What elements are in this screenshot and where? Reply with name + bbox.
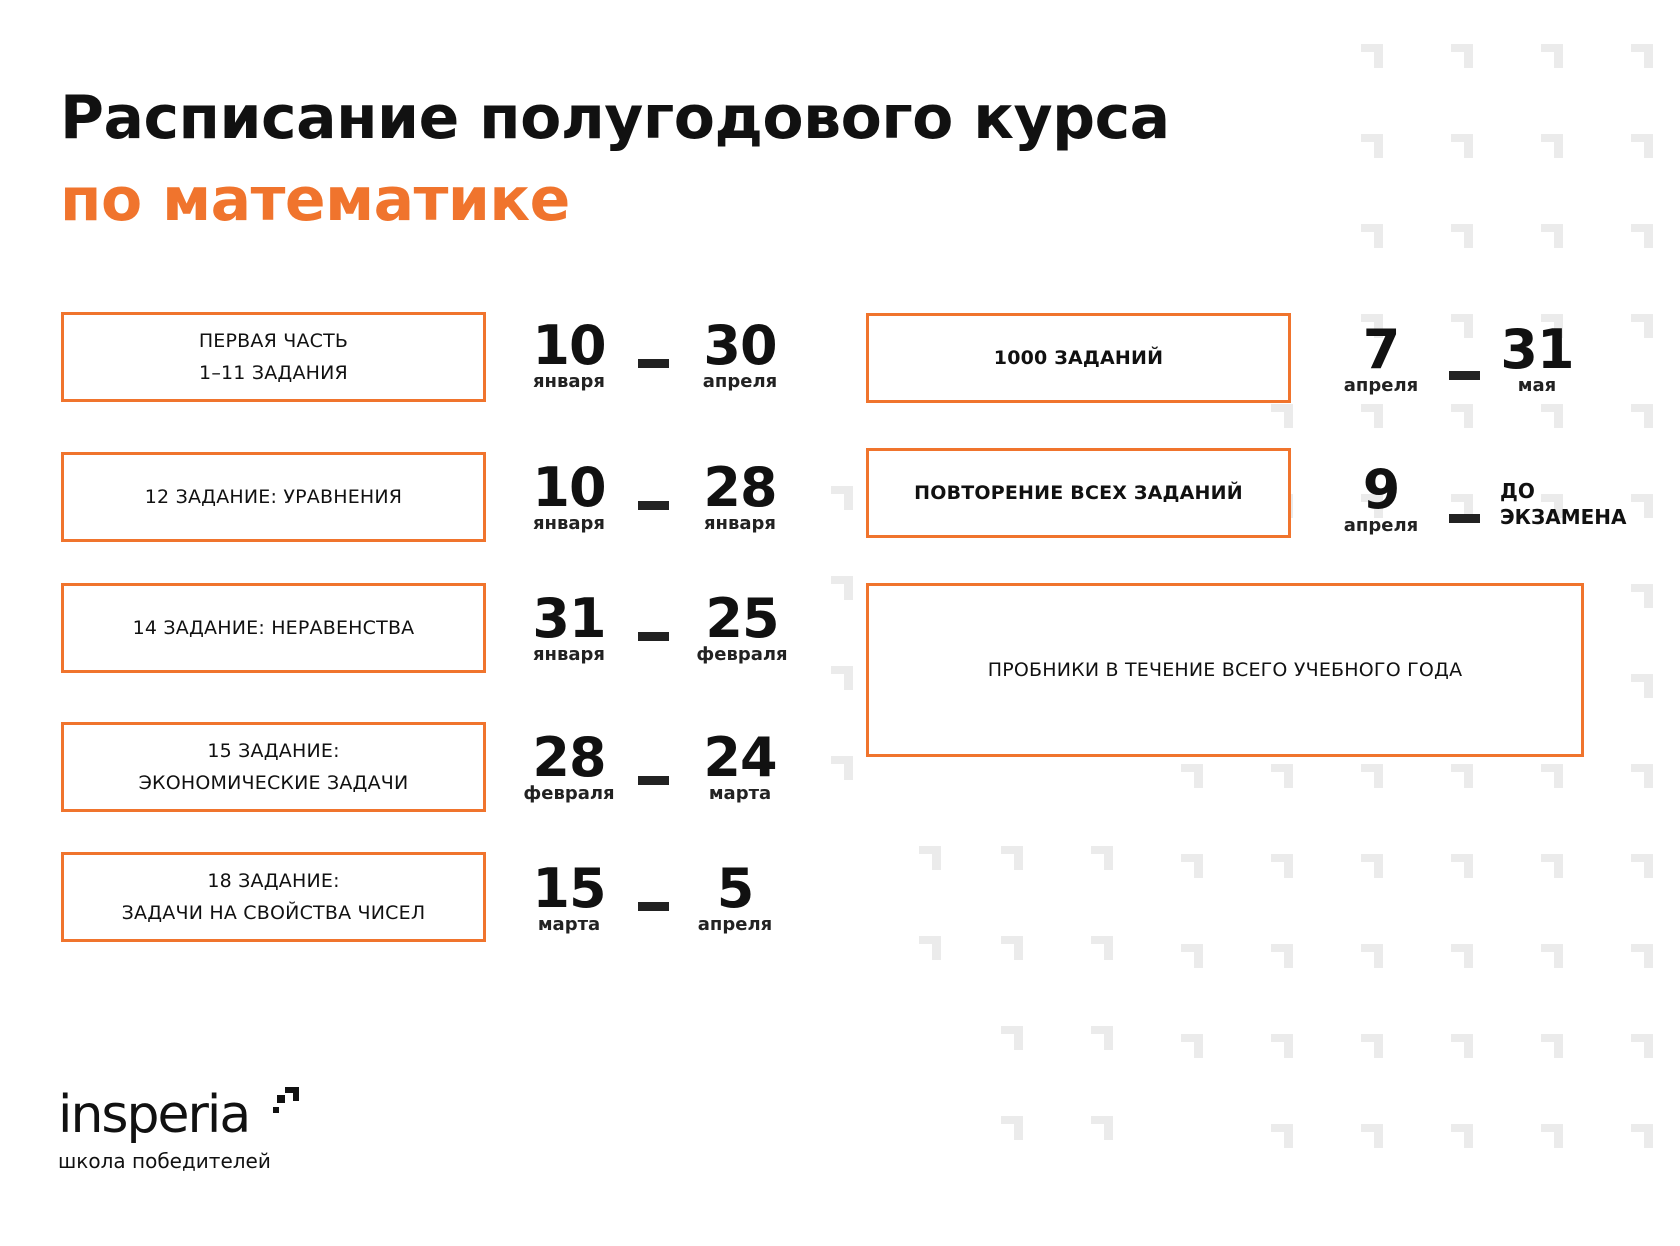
date-month: марта [537,914,601,935]
corner-mark-icon [1541,854,1563,878]
date-day: 9 [1362,458,1400,521]
date-day: 31 [532,587,606,650]
date-month: февраля [696,644,788,665]
end-date [655,857,815,935]
schedule-item-equations [61,452,486,542]
item-label: 15 ЗАДАНИЕ: [207,740,340,762]
date-month: января [704,513,776,534]
date-month: февраля [523,783,615,804]
corner-mark-icon [1631,44,1653,68]
corner-mark-icon [1361,764,1383,788]
item-label: ПЕРВАЯ ЧАСТЬ [198,330,349,352]
corner-mark-icon [1451,44,1473,68]
corner-mark-icon [1631,494,1653,518]
date-month: апреля [697,914,773,935]
corner-mark-icon [1451,404,1473,428]
item-label: 1000 ЗАДАНИЙ [993,347,1164,369]
corner-mark-icon [1181,764,1203,788]
corner-mark-icon [1451,224,1473,248]
item-label: ЗАДАЧИ НА СВОЙСТВА ЧИСЕЛ [121,902,426,924]
corner-mark-icon [1001,936,1023,960]
end-date [660,726,820,804]
date-month: марта [708,783,772,804]
corner-mark-icon [1631,134,1653,158]
until-line: ДО [1500,479,1535,503]
date-day: 30 [703,314,777,377]
date-month: января [533,644,605,665]
corner-mark-icon [1631,674,1653,698]
start-date [489,314,649,392]
corner-mark-icon [1361,1124,1383,1148]
corner-mark-icon [1001,1026,1023,1050]
date-day: 5 [716,857,754,920]
corner-mark-icon [1361,854,1383,878]
corner-mark-icon [1451,1124,1473,1148]
date-month: января [533,513,605,534]
date-month: апреля [702,371,778,392]
corner-mark-icon [1271,1034,1293,1058]
corner-mark-icon [1271,1124,1293,1148]
corner-mark-icon [831,486,853,510]
start-date [489,587,649,665]
date-month: января [533,371,605,392]
page-subtitle: по математике [60,165,570,235]
item-label: 18 ЗАДАНИЕ: [207,870,340,892]
date-day: 25 [705,587,779,650]
start-date [1301,458,1461,536]
date-month: мая [1517,375,1557,396]
date-day: 15 [532,857,606,920]
corner-mark-icon [1541,1034,1563,1058]
corner-mark-icon [919,846,941,870]
schedule-item-economic-problems [61,722,486,812]
schedule-item-number-properties [61,852,486,942]
date-day: 24 [703,726,777,789]
corner-mark-icon [831,666,853,690]
corner-mark-icon [1451,764,1473,788]
page-title: Расписание полугодового курса [60,83,1170,153]
date-day: 28 [532,726,606,789]
date-month: апреля [1343,515,1419,536]
corner-mark-icon [1541,224,1563,248]
corner-mark-icon [1631,404,1653,428]
corner-mark-icon [1541,764,1563,788]
corner-mark-icon [1361,404,1383,428]
range-dash [1449,514,1480,523]
corner-mark-icon [1361,944,1383,968]
corner-mark-icon [1631,1034,1653,1058]
corner-mark-icon [1181,854,1203,878]
corner-mark-icon [1631,584,1653,608]
logo-wordmark: insperia [58,1085,250,1145]
corner-mark-icon [1091,1116,1113,1140]
corner-mark-icon [1451,854,1473,878]
corner-mark-icon [1451,134,1473,158]
corner-mark-icon [1271,404,1293,428]
mock-exams-block [866,583,1584,757]
item-label: 12 ЗАДАНИЕ: УРАВНЕНИЯ [144,486,403,508]
corner-mark-icon [1091,1026,1113,1050]
start-date [489,857,649,935]
corner-mark-icon [1541,944,1563,968]
end-date [660,456,820,534]
until-exam-label [1500,478,1627,530]
corner-mark-icon [1361,134,1383,158]
corner-mark-icon [1451,1034,1473,1058]
start-date [489,456,649,534]
corner-mark-icon [919,936,941,960]
schedule-item-1000-tasks [866,313,1291,403]
date-day: 7 [1362,318,1400,381]
corner-mark-icon [1181,1034,1203,1058]
start-date [1301,318,1461,396]
date-day: 10 [532,456,606,519]
schedule-item-review-all-tasks [866,448,1291,538]
corner-mark-icon [831,576,853,600]
corner-mark-icon [1361,44,1383,68]
stair-corner-icon [273,1087,299,1113]
logo-tagline: школа победителей [58,1149,271,1173]
item-label: ПОВТОРЕНИЕ ВСЕХ ЗАДАНИЙ [914,482,1243,504]
date-month: апреля [1343,375,1419,396]
corner-mark-icon [1091,846,1113,870]
schedule-item-part-one [61,312,486,402]
end-date [662,587,822,665]
corner-mark-icon [1181,944,1203,968]
item-label: ПРОБНИКИ В ТЕЧЕНИЕ ВСЕГО УЧЕБНОГО ГОДА [987,659,1463,681]
corner-mark-icon [831,756,853,780]
corner-mark-icon [1271,764,1293,788]
corner-mark-icon [1541,1124,1563,1148]
corner-mark-icon [1001,1116,1023,1140]
corner-mark-icon [1091,936,1113,960]
corner-mark-icon [1361,224,1383,248]
corner-mark-icon [1631,944,1653,968]
corner-mark-icon [1541,44,1563,68]
end-date [660,314,820,392]
item-label: 14 ЗАДАНИЕ: НЕРАВЕНСТВА [132,617,415,639]
corner-mark-icon [1631,314,1653,338]
date-day: 28 [703,456,777,519]
corner-mark-icon [1631,764,1653,788]
date-day: 31 [1500,318,1574,381]
insperia-logo [58,1085,271,1173]
corner-mark-icon [1631,1124,1653,1148]
corner-mark-icon [1541,134,1563,158]
item-label: ЭКОНОМИЧЕСКИЕ ЗАДАЧИ [138,772,409,794]
corner-mark-icon [1631,224,1653,248]
corner-mark-icon [1001,846,1023,870]
item-label: 1–11 ЗАДАНИЯ [199,362,348,384]
end-date [1457,318,1617,396]
until-line: ЭКЗАМЕНА [1500,505,1627,529]
schedule-item-inequalities [61,583,486,673]
corner-mark-icon [1361,1034,1383,1058]
corner-mark-icon [1631,854,1653,878]
corner-mark-icon [1451,944,1473,968]
date-day: 10 [532,314,606,377]
start-date [489,726,649,804]
corner-mark-icon [1541,404,1563,428]
corner-mark-icon [1271,944,1293,968]
corner-mark-icon [1271,854,1293,878]
